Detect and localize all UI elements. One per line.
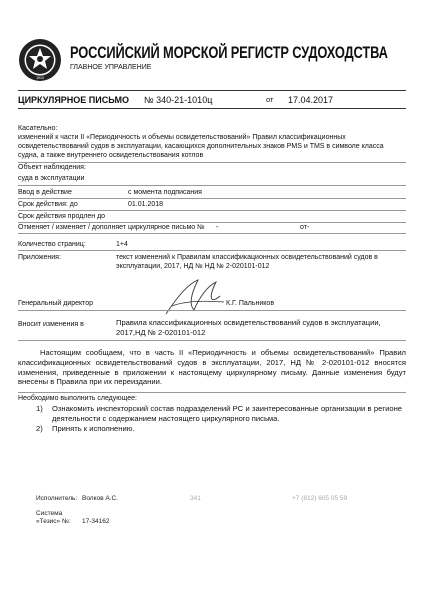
executor-label: Исполнитель: xyxy=(36,495,78,502)
regarding-label: Касательно: xyxy=(18,125,58,132)
body-paragraph: Настоящим сообщаем, что в часть II «Периодичность и объемы освидетельствований» Правил классификационных освидетельствований судов в эксплуатации, 2017, НД № 2-020101-012 вносятся изменения, приведенные в приложении к настоящему циркулярному письму. Данные изменения будут внесены в Правила при их переиздании. xyxy=(18,348,406,387)
title-top-rule xyxy=(18,90,406,91)
item-text: Принять к исполнению. xyxy=(52,424,135,433)
divider xyxy=(18,210,406,211)
director-label: Генеральный директор xyxy=(18,300,94,307)
divider xyxy=(18,340,406,341)
divider xyxy=(18,233,406,234)
system-number: 17-34162 xyxy=(82,518,110,525)
effective-value: с момента подписания xyxy=(128,189,202,196)
pages-value: 1+4 xyxy=(116,241,128,248)
executor-code: 341 xyxy=(190,495,201,502)
attachments-value: текст изменений к Правилам классификационных освидетельствований судов в эксплуатации, 2017, НД № НД № 2-020101-012 xyxy=(116,254,378,270)
divider xyxy=(18,250,406,251)
title-bottom-rule xyxy=(18,108,406,109)
item-number: 1) xyxy=(36,404,43,413)
object-value: суда в эксплуатации xyxy=(18,175,85,182)
doc-type: ЦИРКУЛЯРНОЕ ПИСЬМО xyxy=(18,95,129,105)
object-label: Объект наблюдения: xyxy=(18,164,86,171)
date-from-label: от xyxy=(266,95,274,104)
valid-until-label: Срок действия: до xyxy=(18,201,78,208)
divider xyxy=(18,185,406,186)
attachments-label: Приложения: xyxy=(18,254,61,261)
department: ГЛАВНОЕ УПРАВЛЕНИЕ xyxy=(70,64,152,71)
needed-label: Необходимо выполнить следующее: xyxy=(18,395,137,402)
executor-name: Волков А.С. xyxy=(82,495,119,502)
amends-value: Правила классификационных освидетельствований судов в эксплуатации, 2017,НД № 2-020101-012 xyxy=(116,318,381,337)
org-name: РОССИЙСКИЙ МОРСКОЙ РЕГИСТР СУДОХОДСТВА xyxy=(70,44,388,62)
executor-phone: +7 (812) 605 05 59 xyxy=(292,495,348,502)
logo-year: 1913 xyxy=(36,76,44,80)
doc-date: 17.04.2017 xyxy=(288,95,334,105)
effective-label: Ввод в действие xyxy=(18,189,72,196)
divider xyxy=(18,392,406,393)
regarding-text: изменений к части II «Периодичность и объемы освидетельствований» Правил классификационных освидетельствований судов в эксплуатации, касающихся дополнительных знаков PMS и TMS в символе класса судна, а также внутреннего освидетельствования котлов xyxy=(18,134,384,159)
valid-until-value: 01.01.2018 xyxy=(128,201,164,208)
item-number: 2) xyxy=(36,424,43,433)
cancels-label: Отменяет / изменяет / дополняет циркулярное письмо № xyxy=(18,224,205,231)
divider xyxy=(18,198,406,199)
item-text: Ознакомить инспекторский состав подразделений РС и заинтересованные организации в регионе деятельности с содержанием настоящего циркулярного письма. xyxy=(52,404,402,423)
signature xyxy=(158,276,228,318)
register-logo xyxy=(18,38,62,82)
extended-label: Срок действия продлен до xyxy=(18,213,106,220)
cancels-value: - xyxy=(216,224,219,231)
system-label: Система xyxy=(36,510,63,517)
director-name: К.Г. Пальников xyxy=(226,300,275,307)
doc-number: № 340-21-1010ц xyxy=(144,95,213,105)
cancels-from: от- xyxy=(300,224,310,231)
system-label-2: «Тезис» №: xyxy=(36,518,71,525)
amends-label: Вносит изменения в xyxy=(18,321,84,328)
divider xyxy=(18,310,406,311)
pages-label: Количество страниц: xyxy=(18,241,86,248)
